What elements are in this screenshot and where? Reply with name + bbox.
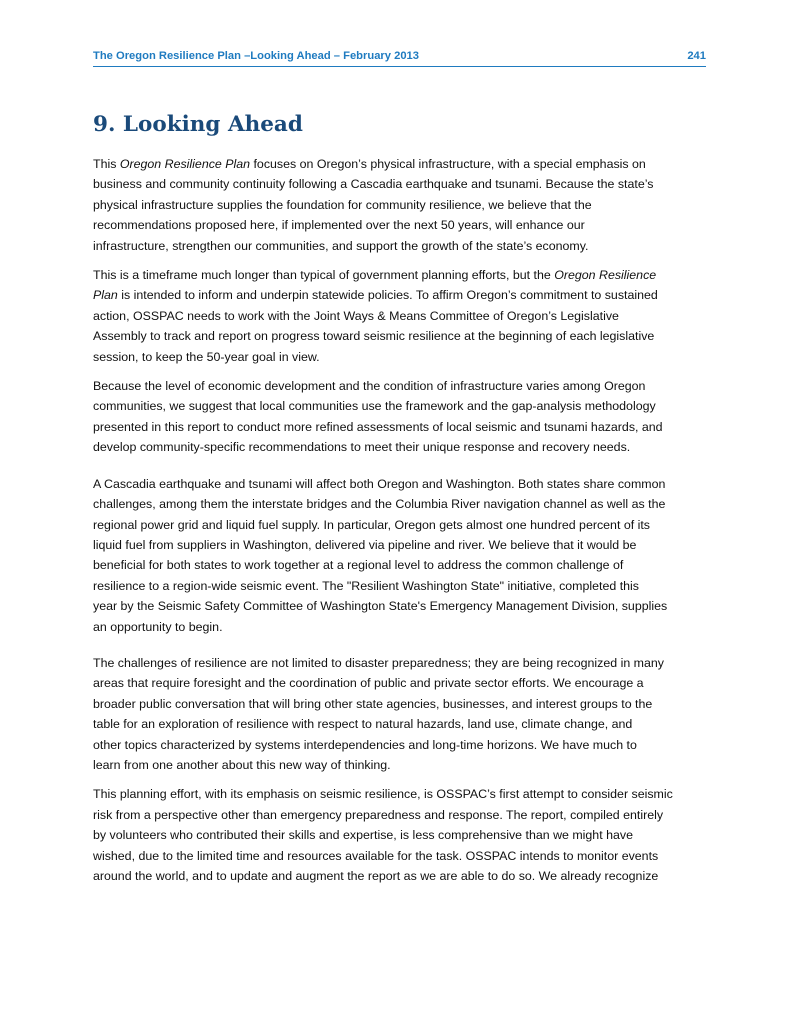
text-line: beneficial for both states to work together at a regional level to address the common challenge of bbox=[93, 558, 624, 573]
body-text bbox=[93, 154, 707, 886]
text-line: develop community-specific recommendations to meet their unique response and recovery needs. bbox=[93, 440, 631, 455]
text-line: wished, due to the limited time and resources available for the task. OSSPAC intends to monitor events bbox=[93, 848, 659, 863]
italic-title: Oregon Resilience bbox=[554, 268, 657, 283]
paragraph bbox=[93, 154, 707, 256]
paragraph bbox=[93, 376, 707, 458]
text-line bbox=[93, 265, 707, 285]
text-line: communities, we suggest that local communities use the framework and the gap-analysis methodology bbox=[93, 399, 656, 414]
text-line: business and community continuity following a Cascadia earthquake and tsunami. Because the state’s bbox=[93, 177, 654, 192]
text-line: liquid fuel from suppliers in Washington, delivered via pipeline and river. We believe that it would be bbox=[93, 537, 637, 552]
text-line: Assembly to track and report on progress toward seismic resilience at the beginning of each legislative bbox=[93, 329, 655, 344]
page-number: 241 bbox=[687, 50, 706, 62]
text-line: other topics characterized by systems interdependencies and long-time horizons. We have much to bbox=[93, 737, 637, 752]
text-line: presented in this report to conduct more refined assessments of local seismic and tsunami hazards, and bbox=[93, 419, 663, 434]
text-line bbox=[93, 154, 707, 174]
italic-title: Plan bbox=[93, 288, 118, 303]
text-line: resilience to a region-wide seismic event. The "Resilient Washington State" initiative, completed this bbox=[93, 578, 639, 593]
chapter-title: 9. Looking Ahead bbox=[93, 112, 303, 137]
text-line: by volunteers who contributed their skills and expertise, is less comprehensive than we might have bbox=[93, 828, 633, 843]
text-line bbox=[93, 285, 707, 305]
italic-title: Oregon Resilience Plan bbox=[119, 157, 251, 171]
running-header bbox=[93, 49, 706, 67]
text-line: A Cascadia earthquake and tsunami will affect both Oregon and Washington. Both states share common bbox=[93, 476, 666, 491]
paragraph-spacer bbox=[93, 775, 707, 784]
text-line: challenges, among them the interstate bridges and the Columbia River navigation channel as well as the bbox=[93, 497, 666, 512]
text-line: around the world, and to update and augment the report as we are able to do so. We already recognize bbox=[93, 869, 659, 883]
paragraph-spacer bbox=[93, 458, 707, 474]
text-line: table for an exploration of resilience with respect to natural hazards, land use, climate change, and bbox=[93, 717, 633, 732]
text-line: risk from a perspective other than emergency preparedness and response. The report, compiled entirely bbox=[93, 807, 664, 822]
paragraph-spacer bbox=[93, 256, 707, 265]
text-run: This bbox=[93, 157, 120, 171]
text-line: year by the Seismic Safety Committee of Washington State's Emergency Management Division, supplies bbox=[93, 599, 668, 614]
text-run: focuses on Oregon’s physical infrastructure, with a special emphasis on bbox=[250, 157, 646, 171]
running-header-title: The Oregon Resilience Plan –Looking Ahead – February 2013 bbox=[93, 50, 419, 62]
paragraph bbox=[93, 474, 707, 637]
text-line: physical infrastructure supplies the foundation for community resilience, we believe that the bbox=[93, 197, 592, 212]
text-line: areas that require foresight and the coordination of public and private sector efforts. We encourage a bbox=[93, 676, 644, 691]
text-line: action, OSSPAC needs to work with the Joint Ways & Means Committee of Oregon’s Legislative bbox=[93, 308, 619, 323]
paragraph-spacer bbox=[93, 367, 707, 376]
text-line: broader public conversation that will bring other state agencies, businesses, and interest groups to the bbox=[93, 696, 653, 711]
paragraph bbox=[93, 265, 707, 367]
paragraph-spacer bbox=[93, 637, 707, 653]
text-line: The challenges of resilience are not limited to disaster preparedness; they are being recognized in many bbox=[93, 655, 664, 670]
text-line: This planning effort, with its emphasis on seismic resilience, is OSSPAC’s first attempt to consider seismic bbox=[93, 787, 673, 802]
text-line: an opportunity to begin. bbox=[93, 619, 223, 634]
text-run: is intended to inform and underpin statewide policies. To affirm Oregon’s commitment to sustained bbox=[117, 288, 658, 303]
text-line: Because the level of economic development and the condition of infrastructure varies among Oregon bbox=[93, 379, 646, 394]
text-line: session, to keep the 50-year goal in view. bbox=[93, 349, 320, 364]
text-line: infrastructure, strengthen our communities, and support the growth of the state’s economy. bbox=[93, 238, 589, 253]
paragraph bbox=[93, 784, 707, 886]
text-line: regional power grid and liquid fuel supply. In particular, Oregon gets almost one hundred percent of its bbox=[93, 517, 650, 532]
paragraph bbox=[93, 653, 707, 775]
text-run: This is a timeframe much longer than typical of government planning efforts, but the bbox=[93, 268, 555, 283]
text-line: learn from one another about this new way of thinking. bbox=[93, 757, 391, 772]
text-line: recommendations proposed here, if implemented over the next 50 years, will enhance our bbox=[93, 218, 585, 233]
